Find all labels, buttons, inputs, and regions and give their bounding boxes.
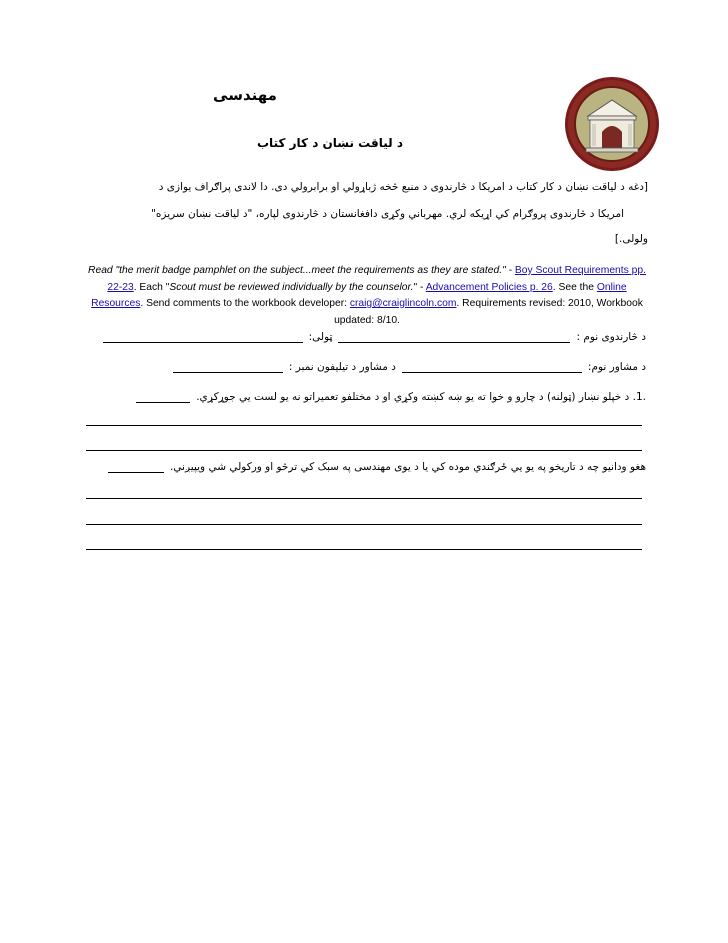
engineering-merit-badge-icon (564, 76, 660, 172)
counselor-phone-label: د مشاور د تیلیفون نمبر : (288, 361, 396, 373)
answer-line[interactable] (86, 425, 642, 426)
requirement-2 (84, 460, 646, 473)
intro-line-3: ولولی.] (614, 233, 648, 245)
online-resources-link[interactable]: Online Resources (91, 281, 627, 309)
counselor-name-label: د مشاور نوم: (587, 361, 646, 373)
scout-name-label: د څارندوی نوم : (576, 331, 646, 343)
requirement-1-answer-start[interactable] (136, 390, 190, 403)
intro-line-1: [دغه د لیاقت نښان د کار کتاب د امریکا د څارندوی د منبع څخه ژباړولي او برابرولي دی. دا لاندی پراګراف یوازی د (158, 181, 648, 193)
requirement-1-text: .1. د خپلو نښار (ټولنه) د چارو و خوا ته یو ښه کښته وکړي او د مختلفو تعمیراتو نه یو لست یي جوړکړي. (196, 391, 646, 403)
requirement-2-text: هغو ودانیو چه د تاریخو په یو یي ځرګندي موده کي یا د یوی مهندسی په سبک کي ترڅو او ورکولي شي ویپیږني. (169, 461, 646, 473)
troop-label: ټولی: (308, 331, 333, 343)
requirement-1 (84, 390, 646, 403)
developer-email-link[interactable]: craig@craiglincoln.com (349, 298, 457, 309)
counselor-name-field[interactable] (402, 360, 582, 373)
answer-line[interactable] (86, 498, 642, 499)
scout-info-row (84, 330, 646, 343)
answer-line[interactable] (86, 450, 642, 451)
boy-scout-requirements-link[interactable]: Boy Scout Requirements pp. 22-23 (107, 265, 646, 293)
intro-line-2: امریکا د څارندوی پروګرام کي اړیکه لري. مهرباني وکړی دافغانستان د څارندوی لپاره، "د لیاقت نښان سریزه" (151, 208, 624, 220)
scout-name-field[interactable] (338, 330, 570, 343)
answer-line[interactable] (86, 524, 642, 525)
troop-field[interactable] (103, 330, 303, 343)
page-title: مهندسی (213, 86, 277, 104)
advancement-policies-link[interactable]: Advancement Policies p. 26 (425, 281, 553, 293)
counselor-info-row (84, 360, 646, 373)
requirements-note: Read "the merit badge pamphlet on the subject...meet the requirements as they are stated." - Boy Scout Requirements pp. 22-23. Each "Scout must be reviewed individually by the counselor." - Advancement Policies p. 26. See the Online Resources. Send comments to the workbook developer: craig@craiglincoln.com. Requirements revised: 2010, Workbook updated: 8/10. (88, 265, 646, 326)
counselor-phone-field[interactable] (173, 360, 283, 373)
answer-line[interactable] (86, 549, 642, 550)
requirement-2-answer-start[interactable] (108, 460, 164, 473)
workbook-subtitle: د لیاقت نښان د کار کتاب (257, 136, 403, 150)
